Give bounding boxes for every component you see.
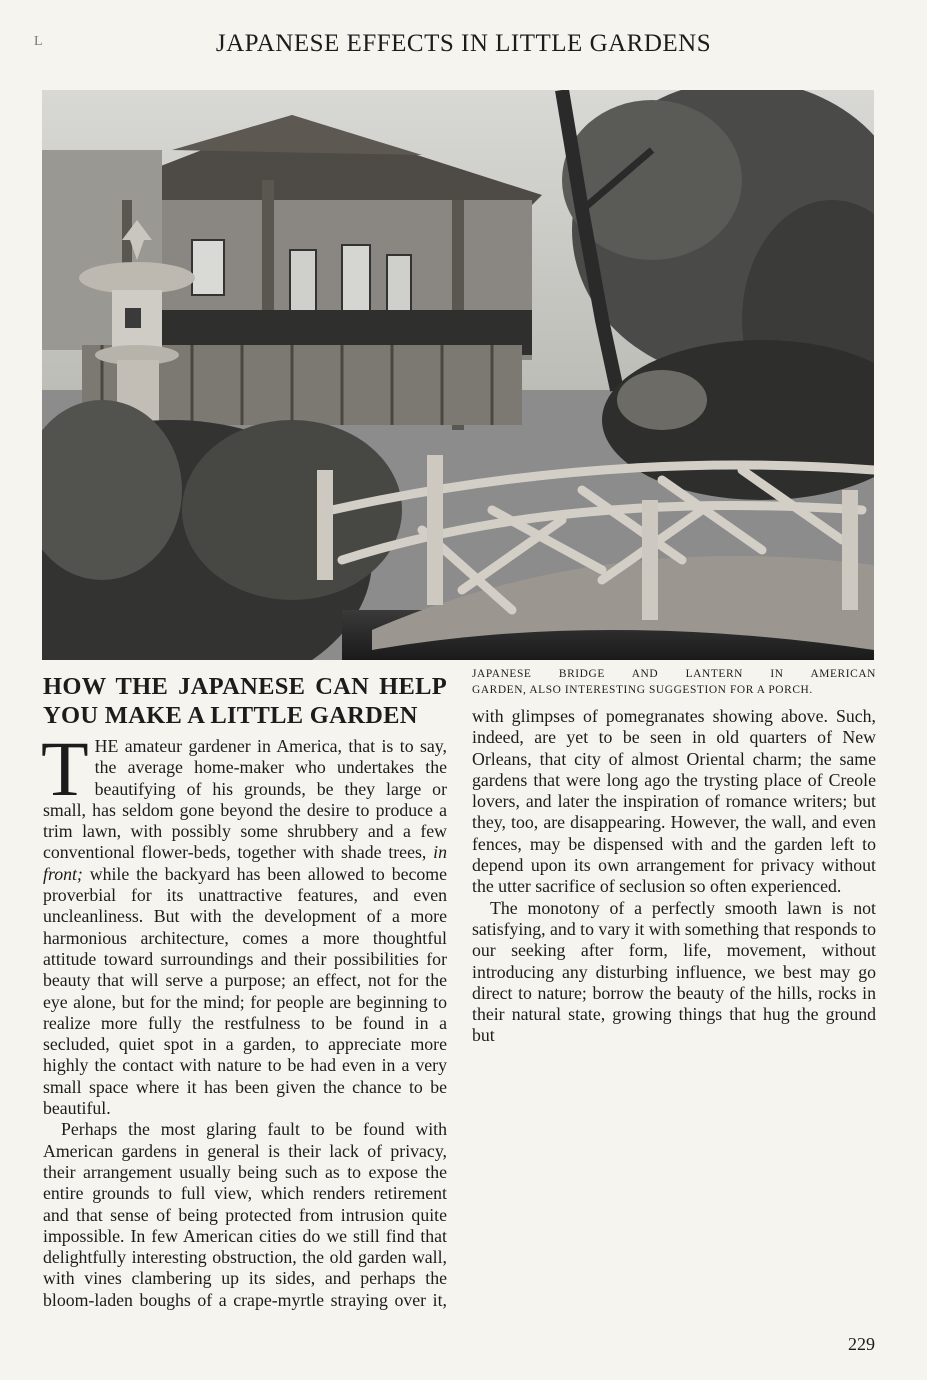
paragraph-2: Perhaps the most glaring fault to be found with American gardens in general is their lack of privacy, their arrangement usually being such as to expose the entire grounds to full view, which renders retirement and that sense of being protected from intrusion quite impossible. In few American cities do we still find that delightfully interesting obstruction, the old garden wall, with vines clambering up its sides, and perhaps the bloom-laden boughs of a crape-myrtle straying over it, xyxy=(43,1119,447,1310)
garden-photo-illustration xyxy=(42,90,874,660)
caption-line-1: JAPANESE BRIDGE AND LANTERN IN AMERICAN xyxy=(472,668,876,680)
paragraph-1-text-a: HE amateur gardener in America, that is to say, the average home-maker who undertakes the beautifying of his grounds, be they large or small, has seldom gone beyond the desire to produce a trim lawn, with possibly some shrubbery and a few conventional flower-beds, together with shade trees, xyxy=(43,736,447,863)
right-column xyxy=(472,706,876,1047)
page-number: 229 xyxy=(848,1334,875,1354)
paragraph-3: The monotony of a perfectly smooth lawn is not satisfying, and to vary it with something that responds to our seeking after form, life, movement, without introducing any disturbing influence, we best may go direct to nature; borrow the beauty of the hills, rocks in their natural state, growing things that hug the ground but xyxy=(472,897,876,1046)
running-head: JAPANESE EFFECTS IN LITTLE GARDENS xyxy=(215,30,712,57)
drop-cap: T xyxy=(41,725,89,812)
paragraph-1-emphasis: in front; xyxy=(43,842,447,884)
photo-caption xyxy=(472,666,876,698)
caption-line-2: GARDEN, ALSO INTERESTING SUGGESTION FOR A PORCH. xyxy=(472,684,813,696)
corner-mark: L xyxy=(34,34,43,49)
paragraph-2-continued: with glimpses of pomegranates showing above. Such, indeed, are yet to be seen in old quarters of New Orleans, that city of almost Oriental charm; the same gardens that were long ago the trysting place of Creole lovers, and later the inspiration of romance writers; but they, too, are disappearing. However, the wall, and even fences, may be dispensed with and the garden left to depend upon its own arrangement for privacy without the utter sacrifice of seclusion so often experienced. xyxy=(472,706,876,897)
paragraph-1-text-b: while the backyard has been allowed to become proverbial for its unattractive features, and even uncleanliness. But with the development of a more harmonious architecture, comes a more thoughtful attitude toward surroundings and their possibilities for beauty that will serve a purpose; an effect, not for the eye alone, but for the mind; for people are beginning to realize more fully the restfulness to be found in a secluded, quiet spot in a garden, to appreciate more highly the contact with nature to be had even in a very small space where it has been given the chance to be beautiful. xyxy=(43,863,447,1119)
left-column xyxy=(43,672,447,1311)
paragraph-1 xyxy=(41,725,447,1119)
article-headline: HOW THE JAPANESE CAN HELP YOU MAKE A LITTLE GARDEN xyxy=(43,673,447,729)
garden-photograph xyxy=(42,90,874,660)
